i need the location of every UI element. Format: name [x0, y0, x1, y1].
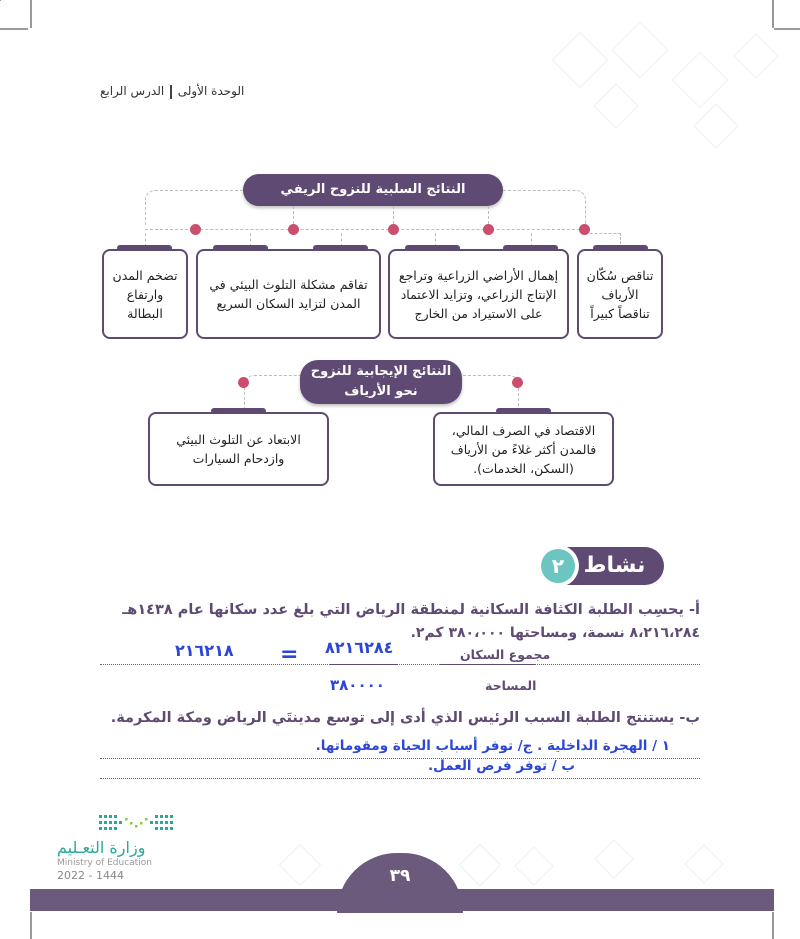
connector [393, 206, 394, 224]
crop-mark [772, 912, 774, 939]
page-header [100, 84, 244, 99]
decorative-square [552, 32, 609, 89]
unit-label: الوحدة الأولى [177, 84, 245, 98]
question-b: ب- يستنتج الطلبة السبب الرئيس الذي أدى إلى توسع مدينتَي الرياض ومكة المكرمة. [110, 710, 700, 726]
negative-item-text: تضخم المدن وارتفاع البطالة [112, 267, 178, 321]
decorative-square [693, 103, 738, 148]
decorative-square [279, 844, 321, 886]
decorative-square [672, 52, 729, 109]
decorative-square [514, 846, 554, 886]
edition-year: 2022 - 1444 [57, 869, 124, 882]
connector-dot [512, 377, 523, 388]
positive-item-1 [433, 412, 614, 486]
answer-line [100, 664, 700, 665]
numerator-label: مجموع السكان [460, 647, 551, 662]
decorative-square [594, 839, 634, 879]
decorative-square [684, 844, 724, 884]
connector-dot [238, 377, 249, 388]
connector-dot [388, 224, 399, 235]
lesson-label: الدرس الرابع [100, 84, 165, 98]
connector-dot [579, 224, 590, 235]
negative-item-3 [196, 249, 381, 339]
decorative-square [733, 33, 778, 78]
negative-item-4 [102, 249, 188, 339]
positive-item-2 [148, 412, 329, 486]
positive-title: النتائج الإيجابية للنزوح نحو الأرياف [300, 360, 462, 404]
question-a-line1: أ- يحسِب الطلبة الكثافة السكانية لمنطقة الرياض التي بلغ عدد سكانها عام ١٤٣٨هـ [122, 602, 700, 618]
negative-item-text: إهمال الأراضي الزراعية وتراجع الإنتاج الزراعي، وتزايد الاعتماد على الاستيراد من الخارج [398, 267, 559, 321]
decorative-square [459, 844, 501, 886]
positive-item-text: الابتعاد عن التلوث البيئي وازدحام السيارات [176, 432, 301, 466]
answer-line [100, 758, 700, 759]
negative-item-1 [577, 249, 663, 339]
handwritten-denominator: ٣٨٠٠٠٠ [330, 676, 385, 694]
decorative-square [612, 22, 669, 79]
denominator-label: المساحة [485, 678, 537, 693]
activity-label: نشاط [583, 553, 646, 578]
crop-mark [30, 0, 32, 28]
question-a-line2: ٨،٢١٦،٢٨٤ نسمة، ومساحتها ٣٨٠،٠٠٠ كم٢. [410, 625, 700, 641]
fraction-bar [330, 664, 398, 665]
connector [244, 375, 305, 411]
connector-dot [190, 224, 201, 235]
connector [503, 190, 586, 226]
fraction-bar [440, 664, 535, 665]
connector [463, 375, 519, 411]
crop-mark [0, 28, 28, 30]
answer-b-line1: ١ / الهجرة الداخلية . ج/ توفر أسباب الحياة ومقوماتها. [315, 738, 670, 754]
negative-item-text: تفاقم مشكلة التلوث البيئي في المدن لتزايد السكان السريع [209, 277, 368, 311]
ministry-name-en: Ministry of Education [57, 858, 152, 868]
header-separator [170, 85, 172, 99]
crop-mark [0, 0, 1, 1]
crop-mark [772, 0, 774, 28]
negative-title: النتائج السلبية للنزوح الريفي [243, 174, 503, 206]
decorative-square [593, 83, 638, 128]
handwritten-numerator: ٨٢١٦٢٨٤ [325, 638, 394, 657]
ministry-logo-icon [95, 813, 185, 835]
connector-dot [288, 224, 299, 235]
positive-item-text: الاقتصاد في الصرف المالي، فالمدن أكثر غلاءً من الأرياف (السكن، الخدمات). [450, 422, 597, 476]
crop-mark [30, 912, 32, 939]
page-number: ٣٩ [389, 866, 411, 886]
answer-b-line2: ب / توفر فرص العمل. [427, 758, 575, 774]
connector [488, 206, 489, 224]
handwritten-equals: = [280, 642, 299, 667]
crop-mark [774, 28, 800, 30]
negative-item-text: تناقص سُكّان الأرياف تناقصاً كبيراً [586, 267, 654, 321]
ministry-name-ar: وزارة التعـليم [57, 838, 146, 857]
connector [145, 229, 585, 230]
connector [145, 190, 244, 226]
answer-line [100, 778, 700, 779]
connector-dot [483, 224, 494, 235]
activity-number: ٢ [541, 549, 575, 583]
connector [293, 206, 294, 224]
handwritten-result: ٢١٦٢١٨ [175, 641, 234, 660]
negative-item-2 [388, 249, 569, 339]
